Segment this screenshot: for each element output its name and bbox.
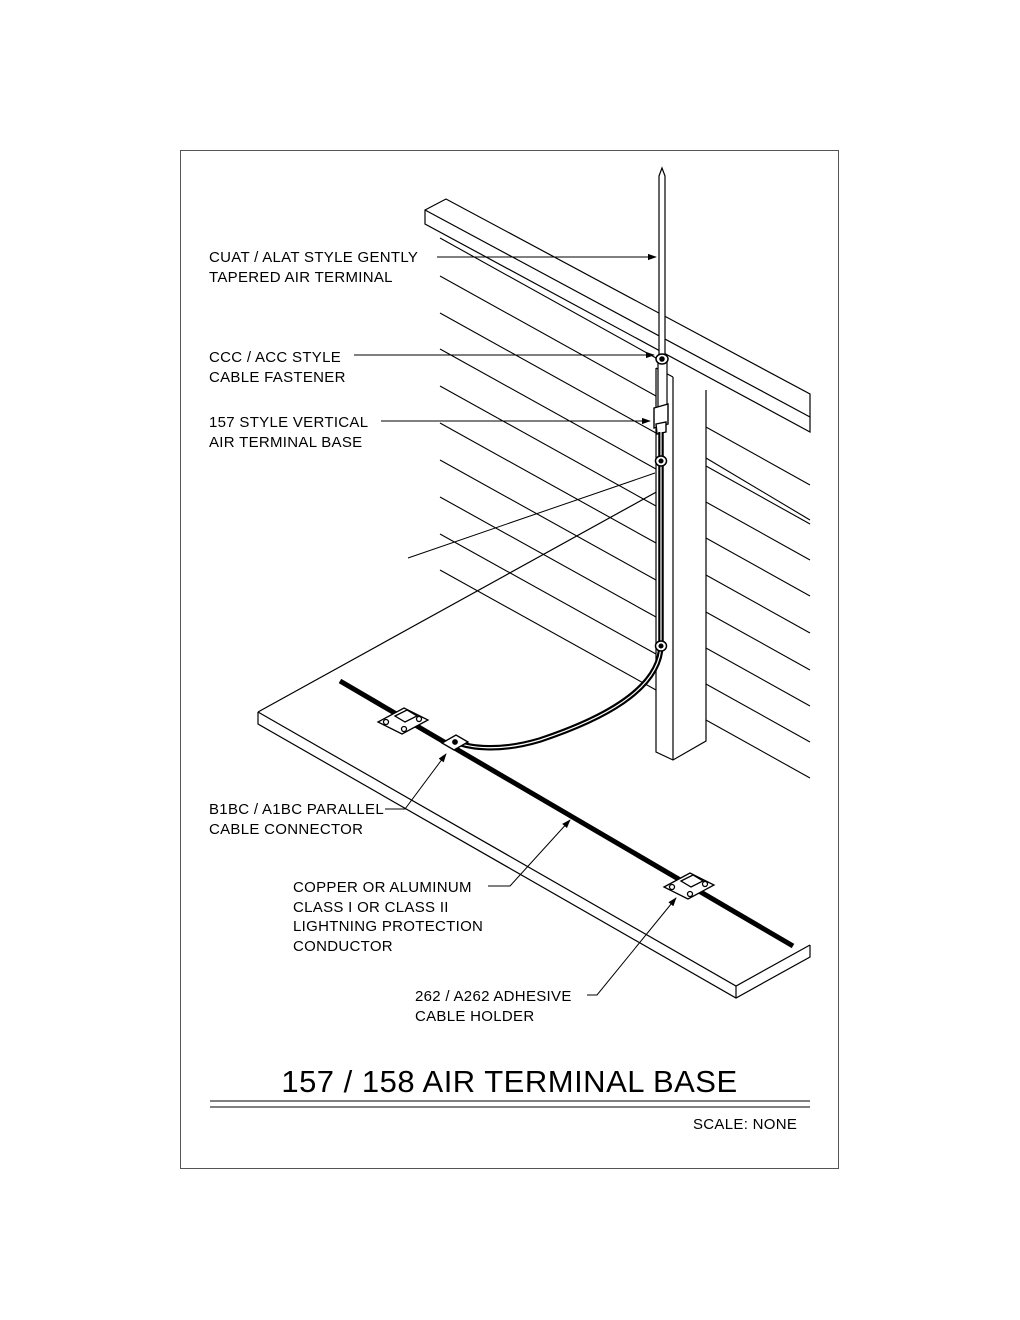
callout-line: 157 STYLE VERTICAL xyxy=(209,414,369,431)
callout-line: B1BC / A1BC PARALLEL xyxy=(209,801,384,818)
air-terminal-base xyxy=(654,404,668,434)
cable-fastener xyxy=(656,354,668,364)
callout-line: CABLE FASTENER xyxy=(209,368,346,386)
callout-line: LIGHTNING PROTECTION xyxy=(293,918,484,935)
callout-cable-holder xyxy=(415,987,572,1026)
callout-line: COPPER OR ALUMINUM xyxy=(293,879,472,896)
title-underline xyxy=(210,1101,810,1107)
callout-line: CABLE HOLDER xyxy=(415,1007,535,1025)
down-conductor xyxy=(456,432,661,748)
air-terminal-rod xyxy=(658,168,667,410)
callout-conductor xyxy=(293,878,483,956)
callout-line: TAPERED AIR TERMINAL xyxy=(209,268,393,286)
callout-parallel-connector xyxy=(209,800,384,839)
callout-line: CUAT / ALAT STYLE GENTLY xyxy=(209,249,419,266)
callout-line: CLASS I OR CLASS II xyxy=(293,898,449,916)
callout-line: CABLE CONNECTOR xyxy=(209,820,364,838)
scale-note: SCALE: NONE xyxy=(693,1116,798,1133)
callout-line: 262 / A262 ADHESIVE xyxy=(415,988,572,1005)
callout-terminal-base xyxy=(209,413,368,452)
drawing-title: 157 / 158 AIR TERMINAL BASE xyxy=(281,1064,738,1099)
callout-line: CCC / ACC STYLE xyxy=(209,349,342,366)
callout-line: CONDUCTOR xyxy=(293,937,393,955)
parapet-cap xyxy=(425,199,810,432)
callout-line: AIR TERMINAL BASE xyxy=(209,433,363,451)
callout-air-terminal xyxy=(209,248,418,287)
parallel-cable-connector xyxy=(442,735,468,750)
callout-cable-fastener xyxy=(209,348,346,387)
